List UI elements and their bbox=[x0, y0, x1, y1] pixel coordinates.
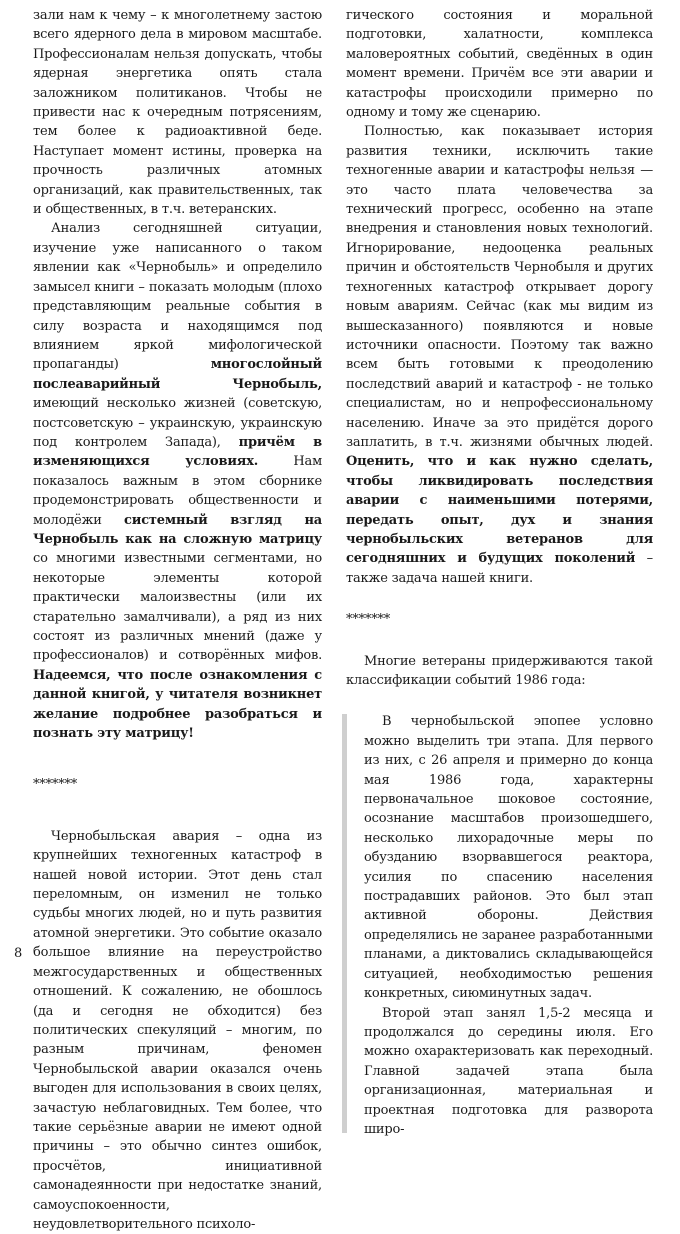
text-run: Анализ сегодняшней ситуации, изучение уже написанного о таком явлении как «Чернобыль» и определило замысел книги – показать молодым (плохо представляющим реальные события в силу возраста и находящимся под влиянием яркой мифологической пропаганды) bbox=[33, 221, 322, 373]
page-number: 8 bbox=[14, 946, 23, 961]
paragraph: Многие ветераны придерживаются такой классификации событий 1986 года: bbox=[346, 653, 653, 688]
spacer bbox=[33, 743, 322, 775]
paragraph: гического состояния и моральной подготовки, халатности, комплекса маловероятных событий, сведённых в один момент времени. Причём все эти аварии и катастрофы происходили примерно по одному и тому же сценарию. bbox=[346, 8, 653, 121]
section-separator: ******* bbox=[346, 612, 391, 628]
bold-text: многослойный послеаварийный Чернобыль, bbox=[33, 357, 322, 392]
spacer bbox=[346, 630, 653, 652]
paragraph bbox=[33, 219, 322, 743]
section-separator: ******* bbox=[33, 777, 78, 793]
right-column bbox=[346, 6, 653, 1139]
bold-text: Надеемся, что после ознакомления с данной книгой, у читателя возникнет желание подробнее разобраться и познать эту матрицу! bbox=[33, 667, 322, 742]
paragraph bbox=[346, 122, 653, 588]
text-run: имеющий несколько жизней (советскую, постсоветскую – украинскую, украинскую под контролем Запада), bbox=[33, 396, 322, 450]
paragraph: Чернобыльская авария – одна из крупнейших техногенных катастроф в нашей новой истории. Этот день стал переломным, он изменил не только судьбы многих людей, но и путь развития атомной энергетики. Это событие оказало большое влияние на переустройство межгосударственных и общественных отношений. К сожалению, не обошлось (да и сегодня не обходится) без политических спекуляций – многим, по разным причинам, феномен Чернобыльской аварии оказался очень выгоден для использования в своих целях, зачастую неблаговидных. Тем более, что такие серьёзные аварии не имеют одной причины – это обычно синтез ошибок, просчётов, инициативной самонадеянности при недостатке знаний, самоуспокоенности, неудовлетворительного психоло- bbox=[33, 828, 322, 1232]
quote-paragraph: Второй этап занял 1,5-2 месяца и продолжался до середины июля. Его можно охарактеризовать как переходный. Главной задачей этапа была организационная, материальная и проектная подготовка для разворота широ- bbox=[364, 1005, 653, 1137]
text-run: со многими известными сегментами, но некоторые элементы которой практически малоизвестны (или их старательно замалчивали), а ряд из них состоят из различных мнений (даже у профессионалов) и сотворённых мифов. bbox=[33, 551, 322, 664]
bold-text: Оценить, что и как нужно сделать, чтобы ликвидировать последствия аварии с наименьшими потерями, передать опыт, дух и знания чернобыльских ветеранов для сегодняшних и будущих поколений bbox=[346, 454, 653, 567]
spacer bbox=[346, 690, 653, 712]
text-run: – также задача нашей книги. bbox=[346, 551, 653, 586]
quote-paragraph: В чернобыльской эпопее условно можно выделить три этапа. Для первого из них, с 26 апреля и примерно до конца мая 1986 года, характерны первоначальное шоковое состояние, осознание масштабов произошедшего, несколько лихорадочные меры по обузданию взорвавшегося реактора, усилия по спасению населения пострадавших районов. Это был этап активной обороны. Действия определялись не заранее разработанными планами, а диктовались складывающейся ситуацией, необходимостью решения конкретных, сиюминутных задач. bbox=[364, 714, 653, 1002]
text-run: Нам показалось важным в этом сборнике продемонстрировать общественности и молодёжи bbox=[33, 454, 322, 528]
text-run: Полностью, как показывает история развития техники, исключить такие техногенные аварии и катастрофы нельзя — это часто плата человечества за технический прогресс, особенно на этапе внедрения и становления новых технологий. Игнорирование, недооценка реальных причин и обстоятельств Чернобыля и других техногенных катастроф открывает дорогу новым авариям. Сейчас (как мы видим из вышесказанного) появляются и новые источники опасности. Поэтому так важно всем быть готовыми к преодолению последствий аварий и катастроф - не только специалистам, но и непрофессиональному населению. Иначе за это придётся дорого заплатить, в т.ч. жизнями обычных людей. bbox=[346, 124, 653, 450]
spacer bbox=[346, 588, 653, 610]
spacer bbox=[33, 795, 322, 827]
bold-text: системный взгляд на Чернобыль как на сложную матрицу bbox=[33, 512, 322, 547]
left-column bbox=[33, 6, 322, 1234]
paragraph: зали нам к чему – к многолетнему застою всего ядерного дела в мировом масштабе. Профессионалам нельзя допускать, чтобы ядерная энергетика опять стала заложником политиканов. Чтобы не привести нас к очередным потрясениям, тем более к радиоактивной беде. Наступает момент истины, проверка на прочность различных атомных организаций, как правительственных, так и общественных, в т.ч. ветеранских. bbox=[33, 8, 322, 218]
quote-block bbox=[346, 712, 653, 1139]
quote-bar bbox=[342, 714, 347, 1133]
bold-text: причём в изменяющихся условиях. bbox=[33, 434, 322, 470]
